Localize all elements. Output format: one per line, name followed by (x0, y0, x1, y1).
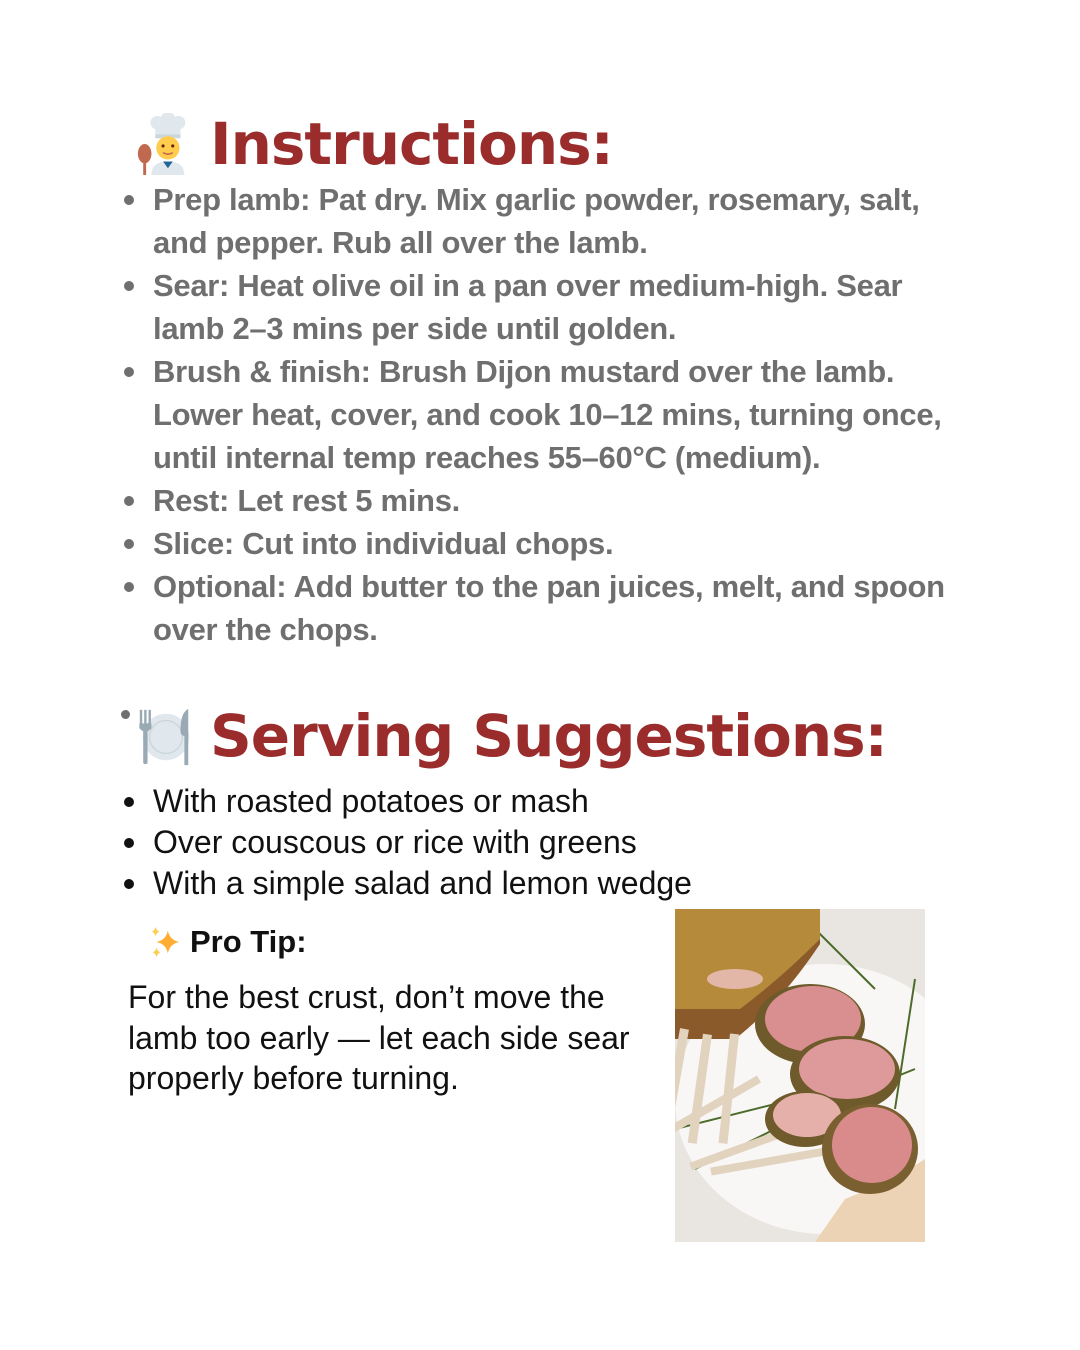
bullet-dot (121, 710, 130, 719)
instructions-heading (134, 110, 613, 178)
instruction-step: Brush & finish: Brush Dijon mustard over the lamb. Lower heat, cover, and cook 10–12 mins, turning once, until internal temp reaches 55–60°C (medium). (120, 350, 960, 479)
pro-tip-heading (148, 924, 307, 960)
pro-tip-body: For the best crust, don’t move the lamb too early — let each side sear properly before turning. (128, 979, 630, 1096)
cook-emoji-icon (134, 113, 196, 175)
serving-item: With a simple salad and lemon wedge (120, 863, 820, 904)
fork-knife-plate-icon (134, 705, 196, 767)
instruction-step: Optional: Add butter to the pan juices, melt, and spoon over the chops. (120, 565, 960, 651)
instruction-steps-list (120, 178, 960, 651)
serving-suggestions-list (120, 781, 820, 904)
lamb-rack-image (675, 909, 925, 1242)
serving-item: Over couscous or rice with greens (120, 822, 820, 863)
serving-item: With roasted potatoes or mash (120, 781, 820, 822)
instructions-title: Instructions: (210, 110, 613, 178)
instruction-step: Sear: Heat olive oil in a pan over medium-high. Sear lamb 2–3 mins per side until golden. (120, 264, 960, 350)
instruction-step: Rest: Let rest 5 mins. (120, 479, 960, 522)
serving-heading (134, 702, 887, 770)
serving-title: Serving Suggestions: (210, 702, 887, 770)
lamb-rack-photo (675, 909, 925, 1242)
sparkles-icon (148, 925, 182, 959)
instruction-step: Prep lamb: Pat dry. Mix garlic powder, rosemary, salt, and pepper. Rub all over the lamb. (120, 178, 960, 264)
instruction-step: Slice: Cut into individual chops. (120, 522, 960, 565)
pro-tip-title: Pro Tip: (190, 924, 307, 959)
